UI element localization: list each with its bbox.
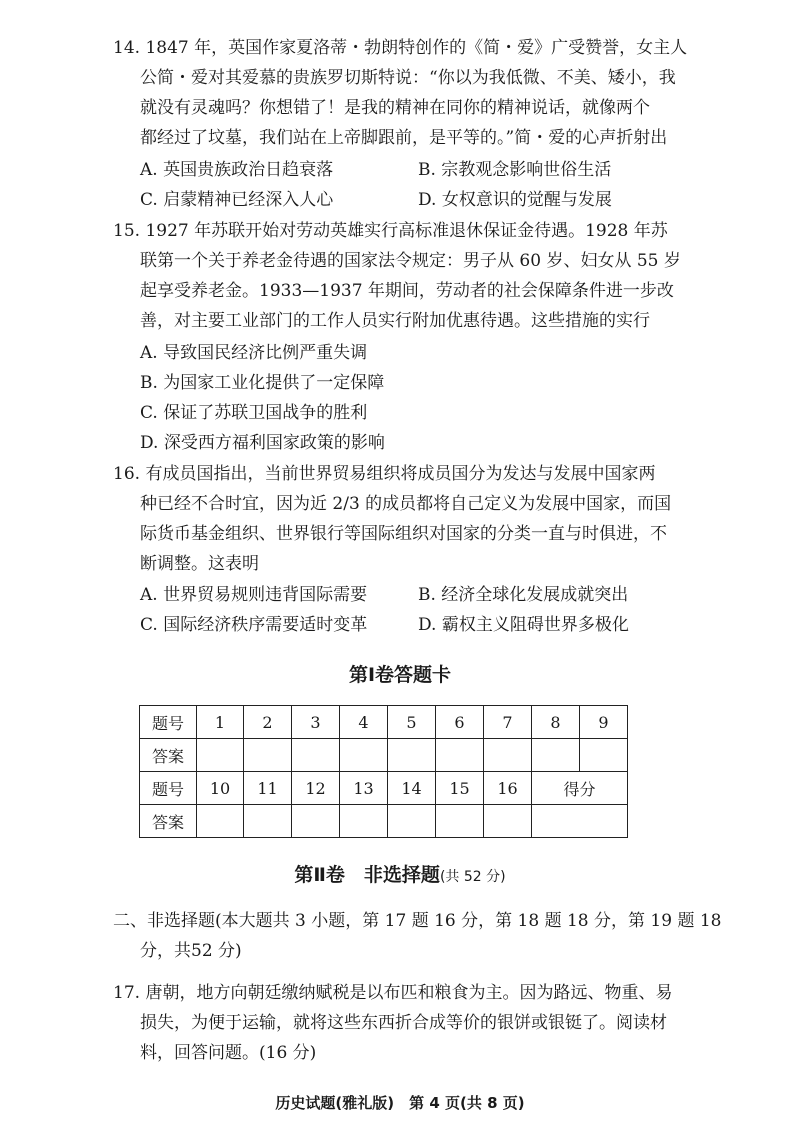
question-number-cell: 14 <box>388 772 436 805</box>
question-number-cell: 12 <box>292 772 340 805</box>
question-number-cell: 2 <box>244 706 292 739</box>
answer-cell[interactable] <box>292 805 340 838</box>
answer-card-title: 第Ⅰ卷答题卡 <box>348 664 452 686</box>
q15-option-d: D. 深受西方福利国家政策的影响 <box>140 433 385 453</box>
question-number-cell: 11 <box>244 772 292 805</box>
question-number-label: 题号 <box>140 772 197 805</box>
answer-cell[interactable] <box>436 805 484 838</box>
q14-option-b: B. 宗教观念影响世俗生活 <box>418 160 612 180</box>
answer-cell[interactable] <box>436 739 484 772</box>
q15-line-4: 善，对主要工业部门的工作人员实行附加优惠待遇。这些措施的实行 <box>140 311 650 331</box>
q16-line-2: 种已经不合时宜，因为近 2/3 的成员都将自己定义为发展中国家，而国 <box>140 494 672 514</box>
q16-option-a: A. 世界贸易规则违背国际需要 <box>140 585 368 605</box>
q15-line-3: 起享受养老金。1933—1937 年期间，劳动者的社会保障条件进一步改 <box>140 281 674 301</box>
answer-cell[interactable] <box>388 739 436 772</box>
answer-cell[interactable] <box>292 739 340 772</box>
question-number-cell: 3 <box>292 706 340 739</box>
answer-cell[interactable] <box>580 739 628 772</box>
q16-line-3: 际货币基金组织、世界银行等国际组织对国家的分类一直与时俱进，不 <box>140 524 667 544</box>
answer-cell[interactable] <box>484 739 532 772</box>
answer-cell[interactable] <box>388 805 436 838</box>
q16-option-c: C. 国际经济秩序需要适时变革 <box>140 615 368 635</box>
answer-cell[interactable] <box>484 805 532 838</box>
answer-cell[interactable] <box>532 739 580 772</box>
q16-option-d: D. 霸权主义阻碍世界多极化 <box>418 615 629 635</box>
q16-line-4: 断调整。这表明 <box>140 554 259 574</box>
section2-intro-line-1: 二、非选择题(本大题共 3 小题，第 17 题 16 分，第 18 题 18 分，第 19 题 18 <box>113 911 722 931</box>
q14-line-3: 就没有灵魂吗？你想错了！是我的精神在同你的精神说话，就像两个 <box>140 98 650 118</box>
question-number-cell: 13 <box>340 772 388 805</box>
question-number-cell: 10 <box>197 772 244 805</box>
q16-line-1: 16. 有成员国指出，当前世界贸易组织将成员国分为发达与发展中国家两 <box>113 464 656 484</box>
answer-label: 答案 <box>140 739 197 772</box>
section2-title-main: 第Ⅱ卷 非选择题 <box>294 864 440 886</box>
q16-option-b: B. 经济全球化发展成就突出 <box>418 585 629 605</box>
section2-title <box>0 860 800 887</box>
question-number-cell: 5 <box>388 706 436 739</box>
q17-line-3: 料，回答问题。(16 分) <box>140 1043 317 1063</box>
q14-line-4: 都经过了坟墓，我们站在上帝脚跟前，是平等的。”简・爱的心声折射出 <box>140 128 668 148</box>
q14-option-c: C. 启蒙精神已经深入人心 <box>140 190 334 210</box>
answer-cell[interactable] <box>244 739 292 772</box>
question-number-cell: 9 <box>580 706 628 739</box>
answer-cell[interactable] <box>340 739 388 772</box>
question-number-cell: 1 <box>197 706 244 739</box>
answer-cell[interactable] <box>197 739 244 772</box>
answer-cell[interactable] <box>244 805 292 838</box>
q15-option-b: B. 为国家工业化提供了一定保障 <box>140 373 385 393</box>
question-number-cell: 4 <box>340 706 388 739</box>
q15-option-c: C. 保证了苏联卫国战争的胜利 <box>140 403 368 423</box>
answer-cell[interactable] <box>340 805 388 838</box>
question-number-cell: 8 <box>532 706 580 739</box>
q14-line-2: 公简・爱对其爱慕的贵族罗切斯特说：“你以为我低微、不美、矮小，我 <box>140 68 676 88</box>
question-number-cell: 15 <box>436 772 484 805</box>
question-number-cell: 16 <box>484 772 532 805</box>
score-cell[interactable] <box>532 805 628 838</box>
q14-line-1: 14. 1847 年，英国作家夏洛蒂・勃朗特创作的《简・爱》广受赞誉，女主人 <box>113 38 688 58</box>
score-label: 得分 <box>532 772 628 805</box>
answer-card-table <box>139 705 628 838</box>
q15-line-2: 联第一个关于养老金待遇的国家法令规定：男子从 60 岁、妇女从 55 岁 <box>140 251 681 271</box>
q17-line-2: 损失，为便于运输，就将这些东西折合成等价的银饼或银铤了。阅读材 <box>140 1013 667 1033</box>
section2-intro-line-2: 分，共52 分) <box>140 941 242 961</box>
q14-option-d: D. 女权意识的觉醒与发展 <box>418 190 612 210</box>
q15-option-a: A. 导致国民经济比例严重失调 <box>140 343 368 363</box>
q17-line-1: 17. 唐朝，地方向朝廷缴纳赋税是以布匹和粮食为主。因为路远、物重、易 <box>113 983 673 1003</box>
question-number-label: 题号 <box>140 706 197 739</box>
page-footer: 历史试题(雅礼版) 第 4 页(共 8 页) <box>275 1094 525 1112</box>
section2-title-sub: (共 52 分) <box>439 869 506 885</box>
q15-line-1: 15. 1927 年苏联开始对劳动英雄实行高标准退休保证金待遇。1928 年苏 <box>113 221 668 241</box>
q14-option-a: A. 英国贵族政治日趋衰落 <box>140 160 334 180</box>
answer-cell[interactable] <box>197 805 244 838</box>
question-number-cell: 6 <box>436 706 484 739</box>
answer-label: 答案 <box>140 805 197 838</box>
question-number-cell: 7 <box>484 706 532 739</box>
